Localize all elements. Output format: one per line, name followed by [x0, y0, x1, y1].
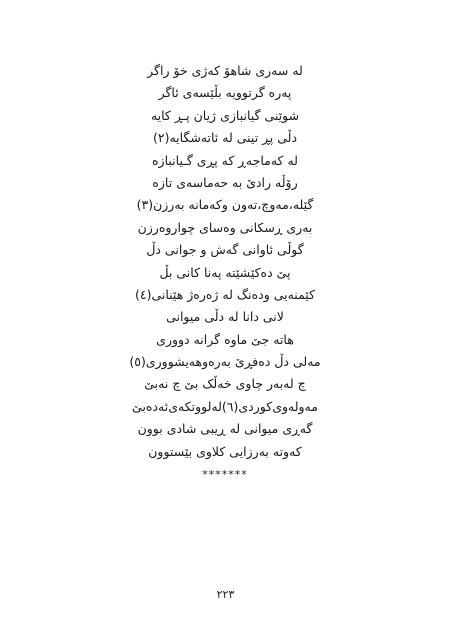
poem-line: کەوتە بەرزایی کلاوی بێستوون [148, 443, 302, 459]
poem-line: رۆڵە رادێ بە حەماسەی تازە [152, 174, 298, 190]
poem-line: لە سەری شاهۆ کەژی خۆ راگر [147, 63, 303, 78]
poem-line: دڵی پڕ تینی لە ئاتەشگایە(٢) [152, 130, 298, 146]
poem-line: بەری ڕسکانی وەسای چواروەرزن [137, 219, 313, 235]
poem-line: لانی دانا لە دڵی میوانی [166, 309, 284, 325]
section-separator: ******* [202, 468, 248, 481]
poem-line: شوێنی گیانبازی ژیان پـڕ کایە [150, 107, 300, 123]
poem-line: لە کەماجەڕ کە پڕی گـیانبازە [151, 152, 298, 168]
page-number: ٢٢٣ [216, 588, 235, 601]
poem-line: گێلە،مەوچ،تەون وکەمانە بەرزن(٣) [136, 197, 314, 213]
poem-line: گوڵی ئاوانی گەش و جوانی دڵ [146, 242, 304, 258]
poem-line: گەڕی میوانی لە ڕیبی شادی بوون [137, 421, 313, 437]
poem-line: پێ دەکێشێتە پەنا کانی بڵ [159, 264, 291, 280]
poem-body [100, 60, 350, 463]
poem-line: کێمنەیی ودەنگ لە ژەرەژ هێنانی(٤) [134, 286, 316, 302]
poem-line: پەرە گرتوویە بڵێسەی ئاگر [158, 85, 292, 101]
poem-line: چ لەبەر چاوی خەڵک بێ چ نەبێ [144, 376, 306, 392]
poem-line: مەولەوی‌کوردی(٦)لەلووتکەی‌ئەدەبێ [132, 398, 318, 414]
poem-line: مەلی دڵ دەفڕێ بەرەوهەیشووری(٥) [129, 354, 321, 370]
poem-line: هاتە جێ ماوە گرانە دووری [156, 331, 294, 347]
